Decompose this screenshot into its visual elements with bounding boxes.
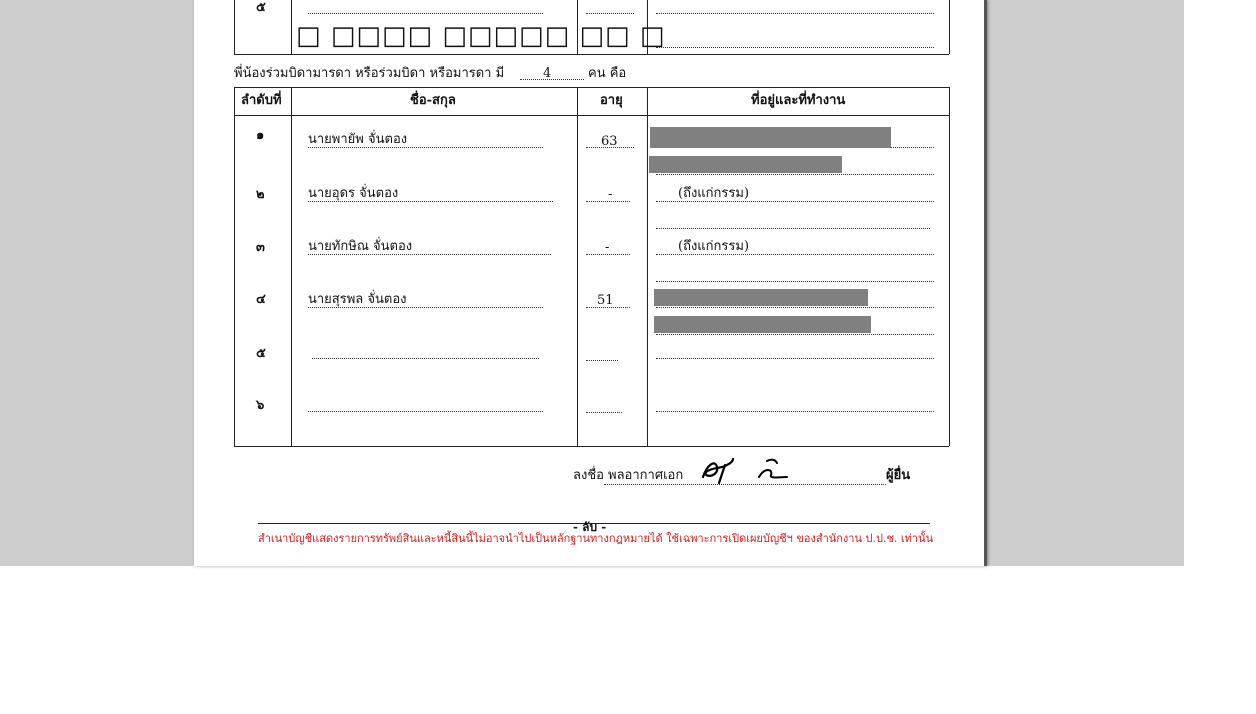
siblings-suffix: คน คือ — [588, 66, 627, 81]
dotted-line — [586, 307, 630, 308]
row-number: ๖ — [256, 398, 265, 413]
header-address: ที่อยู่และที่ทำงาน — [751, 93, 846, 108]
table-border — [234, 54, 949, 55]
dotted-line — [308, 147, 543, 148]
sibling-age: 63 — [601, 134, 618, 149]
sibling-age: - — [608, 187, 613, 202]
table-border — [234, 115, 949, 116]
dotted-line — [308, 307, 543, 308]
dotted-line — [586, 13, 634, 14]
dotted-line — [656, 411, 934, 412]
dotted-line — [520, 79, 584, 80]
row-number: ๓ — [256, 240, 265, 255]
header-name: ชื่อ-สกุล — [410, 93, 456, 108]
table-border — [291, 0, 292, 54]
redaction-block — [649, 156, 842, 173]
table-border — [234, 87, 235, 446]
row-number: ๕ — [256, 0, 266, 15]
dotted-line — [308, 201, 553, 202]
redaction-block — [650, 127, 891, 148]
document-page[interactable] — [194, 0, 987, 566]
dotted-line — [656, 201, 934, 202]
redaction-block — [654, 289, 868, 306]
sibling-name: นายทักษิณ จั่นตอง — [308, 239, 413, 254]
secret-mark: - ลับ - — [573, 520, 607, 534]
siblings-count: 4 — [543, 66, 552, 81]
sibling-name: นายอุดร จั่นตอง — [308, 186, 399, 201]
dotted-line — [586, 254, 630, 255]
dotted-line — [312, 358, 539, 359]
dotted-line — [656, 334, 934, 335]
dotted-line — [586, 201, 630, 202]
table-border — [949, 0, 950, 54]
row-number: ๔ — [256, 292, 266, 307]
redaction-block — [654, 316, 871, 333]
dotted-line — [656, 47, 934, 48]
dotted-line — [586, 147, 634, 148]
sibling-address: (ถึงแก่กรรม) — [678, 239, 750, 254]
siblings-label: พี่น้องร่วมบิดามารดา หรือร่วมบิดา หรือมารดา มี — [234, 66, 505, 81]
table-border — [291, 87, 292, 446]
dotted-line — [656, 254, 934, 255]
dotted-line — [586, 412, 622, 413]
signature-image — [697, 455, 793, 487]
table-border — [234, 446, 949, 447]
table-border — [234, 0, 235, 54]
sibling-name: นายพายัพ จั่นตอง — [308, 132, 408, 147]
signature-label: ลงชื่อ — [573, 468, 604, 483]
table-border — [647, 87, 648, 446]
dotted-line — [656, 307, 934, 308]
dotted-line — [656, 174, 934, 175]
dotted-line — [656, 228, 930, 229]
dotted-line — [656, 281, 934, 282]
row-number: ๒ — [256, 187, 265, 202]
table-border — [949, 87, 950, 446]
dotted-line — [656, 358, 934, 359]
dotted-line — [308, 254, 551, 255]
disclaimer-text: สำเนาบัญชีแสดงรายการทรัพย์สินและหนี้สินนี้ไม่อาจนำไปเป็นหลักฐานทางกฎหมายได้ ใช้เฉพาะการเปิดเผยบัญชีฯ ของสำนักงาน ป.ป.ช. เท่านั้น — [258, 532, 934, 545]
header-no: ลำดับที่ — [241, 93, 282, 108]
sibling-age: 51 — [597, 293, 614, 308]
sibling-name: นายสุรพล จั่นตอง — [308, 292, 407, 307]
header-age: อายุ — [600, 93, 623, 108]
sibling-address: (ถึงแก่กรรม) — [678, 186, 750, 201]
row-number: ๕ — [256, 346, 266, 361]
table-border — [577, 87, 578, 446]
row-number: ๑ — [256, 128, 265, 143]
dotted-line — [308, 411, 543, 412]
dotted-line — [308, 13, 543, 14]
signer-title: พลอากาศเอก — [608, 468, 684, 483]
garbled-text: □ □□□□ □□□□□ □□ □ — [296, 21, 666, 51]
sibling-age: - — [605, 240, 610, 255]
table-border — [234, 87, 949, 88]
dotted-line — [656, 13, 934, 14]
dotted-line — [586, 360, 618, 361]
filer-label: ผู้ยื่น — [886, 468, 911, 483]
